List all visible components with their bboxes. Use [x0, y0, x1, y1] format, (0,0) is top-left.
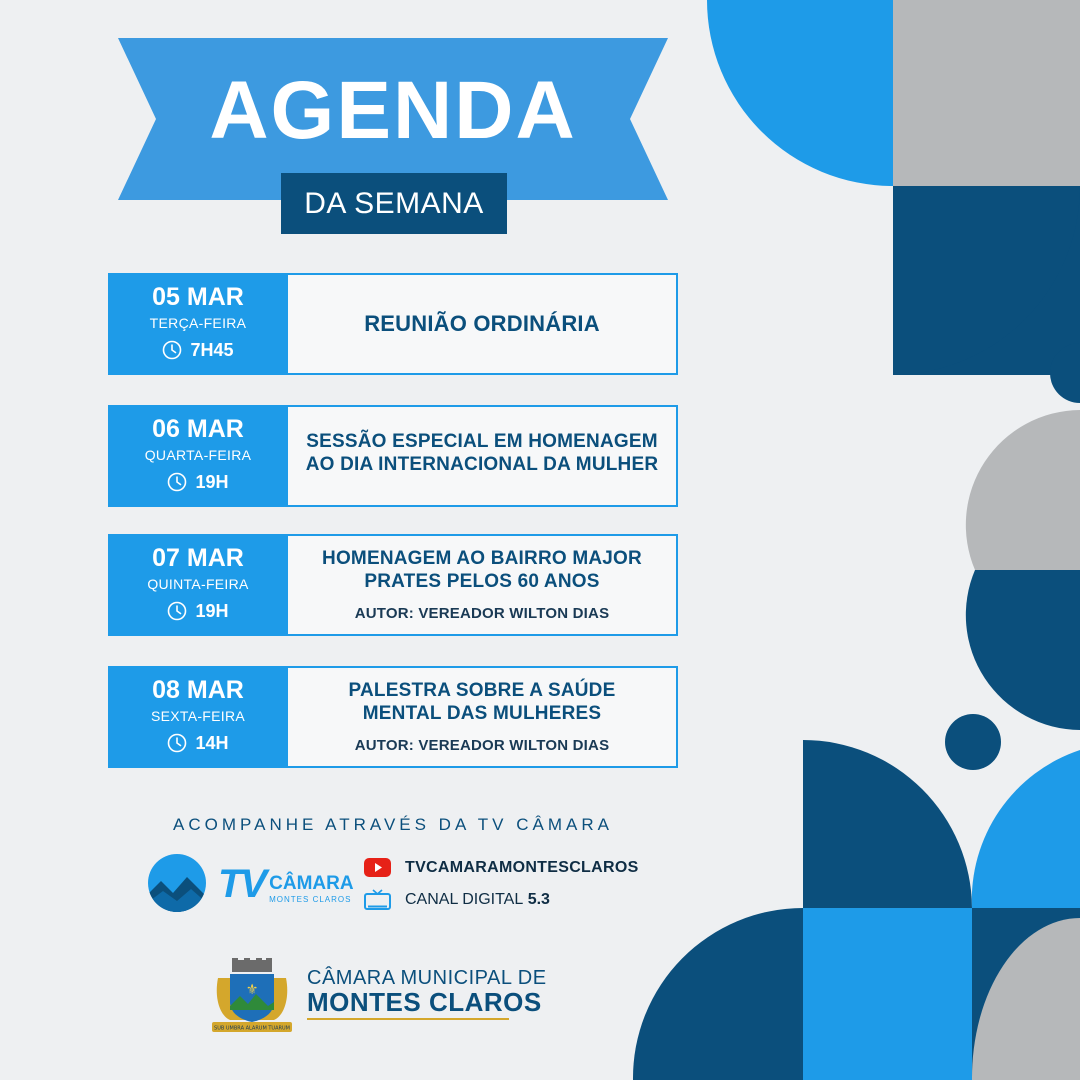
channel-label: CANAL DIGITAL	[405, 891, 524, 908]
event-title-line2: PRATES PELOS 60 ANOS	[364, 570, 600, 592]
tv-camara-brand	[218, 864, 354, 904]
event-card	[108, 666, 678, 768]
event-time-row	[167, 472, 228, 492]
event-title-line1: REUNIÃO ORDINÁRIA	[364, 310, 600, 336]
institution-underline	[307, 1018, 509, 1020]
deco-dot-bottom	[945, 714, 1001, 770]
event-time-row	[162, 340, 233, 360]
event-time: 19H	[195, 472, 229, 492]
event-time: 14H	[195, 733, 229, 753]
tv-brand-tv: TV	[218, 862, 266, 906]
clock-icon	[167, 601, 187, 621]
event-date-panel	[108, 273, 288, 375]
institution-line2: MONTES CLAROS	[307, 987, 542, 1017]
event-day: 05 MAR	[152, 283, 244, 311]
event-description	[288, 273, 678, 375]
event-card	[108, 534, 678, 636]
tv-brand-name: CÂMARA	[269, 873, 354, 894]
clock-icon	[162, 340, 182, 360]
deco-quarter-navy-bottom	[803, 740, 972, 908]
event-time-row	[167, 733, 228, 753]
event-weekday: QUINTA-FEIRA	[147, 576, 249, 592]
youtube-row[interactable]	[364, 858, 639, 877]
institution-line1: CÂMARA MUNICIPAL DE	[307, 967, 547, 989]
youtube-icon	[364, 858, 391, 877]
deco-half-navy	[966, 570, 1080, 730]
clock-icon	[167, 472, 187, 492]
tv-icon	[364, 889, 391, 911]
event-description	[288, 405, 678, 507]
event-day: 06 MAR	[152, 415, 244, 443]
event-date-panel	[108, 534, 288, 636]
tv-camara-logo-icon	[147, 853, 207, 913]
event-title-line1: SESSÃO ESPECIAL EM HOMENAGEM	[306, 431, 658, 452]
event-time: 7H45	[190, 340, 234, 360]
event-card	[108, 273, 678, 375]
event-title-line2: MENTAL DAS MULHERES	[362, 702, 602, 724]
event-time-row	[167, 601, 228, 621]
event-time: 19H	[195, 601, 229, 621]
event-description	[288, 666, 678, 768]
deco-quarter-navy-left	[633, 908, 803, 1080]
event-author: AUTOR: VEREADOR WILTON DIAS	[354, 737, 610, 755]
deco-quarter-blue-right	[972, 750, 1080, 908]
deco-blue-square	[803, 908, 972, 1080]
event-title-line1: HOMENAGEM AO BAIRRO MAJOR	[322, 547, 642, 569]
event-description	[288, 534, 678, 636]
municipal-crest-logo	[210, 958, 294, 1036]
event-date-panel	[108, 405, 288, 507]
event-author: AUTOR: VEREADOR WILTON DIAS	[354, 605, 610, 623]
channel-text	[405, 891, 550, 909]
event-weekday: SEXTA-FEIRA	[150, 708, 246, 724]
follow-caption: ACOMPANHE ATRAVÉS DA TV CÂMARA	[173, 815, 613, 834]
channel-number: 5.3	[527, 891, 550, 908]
youtube-handle[interactable]: TVCAMARAMONTESCLAROS	[405, 858, 639, 876]
deco-half-grey	[966, 410, 1080, 570]
page-title: AGENDA	[209, 65, 577, 156]
crest-motto: SUB UMBRA ALARUM TUARUM	[214, 1025, 290, 1032]
page-subtitle: DA SEMANA	[304, 186, 484, 220]
event-title-line1: PALESTRA SOBRE A SAÚDE	[348, 679, 616, 701]
event-title-line2: AO DIA INTERNACIONAL DA MULHER	[305, 453, 659, 475]
tv-brand-text	[269, 874, 353, 904]
tv-brand-city: MONTES CLAROS	[269, 895, 352, 904]
subtitle-box	[281, 173, 507, 234]
deco-grey-square-top	[893, 0, 1080, 186]
event-day: 08 MAR	[152, 676, 244, 704]
event-weekday: TERÇA-FEIRA	[149, 315, 247, 331]
event-weekday: QUARTA-FEIRA	[144, 447, 252, 463]
clock-icon	[167, 733, 187, 753]
event-card	[108, 405, 678, 507]
svg-text:⚜: ⚜	[245, 982, 259, 998]
event-day: 07 MAR	[152, 544, 244, 572]
channel-row	[364, 889, 550, 911]
event-date-panel	[108, 666, 288, 768]
deco-quarter-blue-top	[707, 0, 893, 186]
